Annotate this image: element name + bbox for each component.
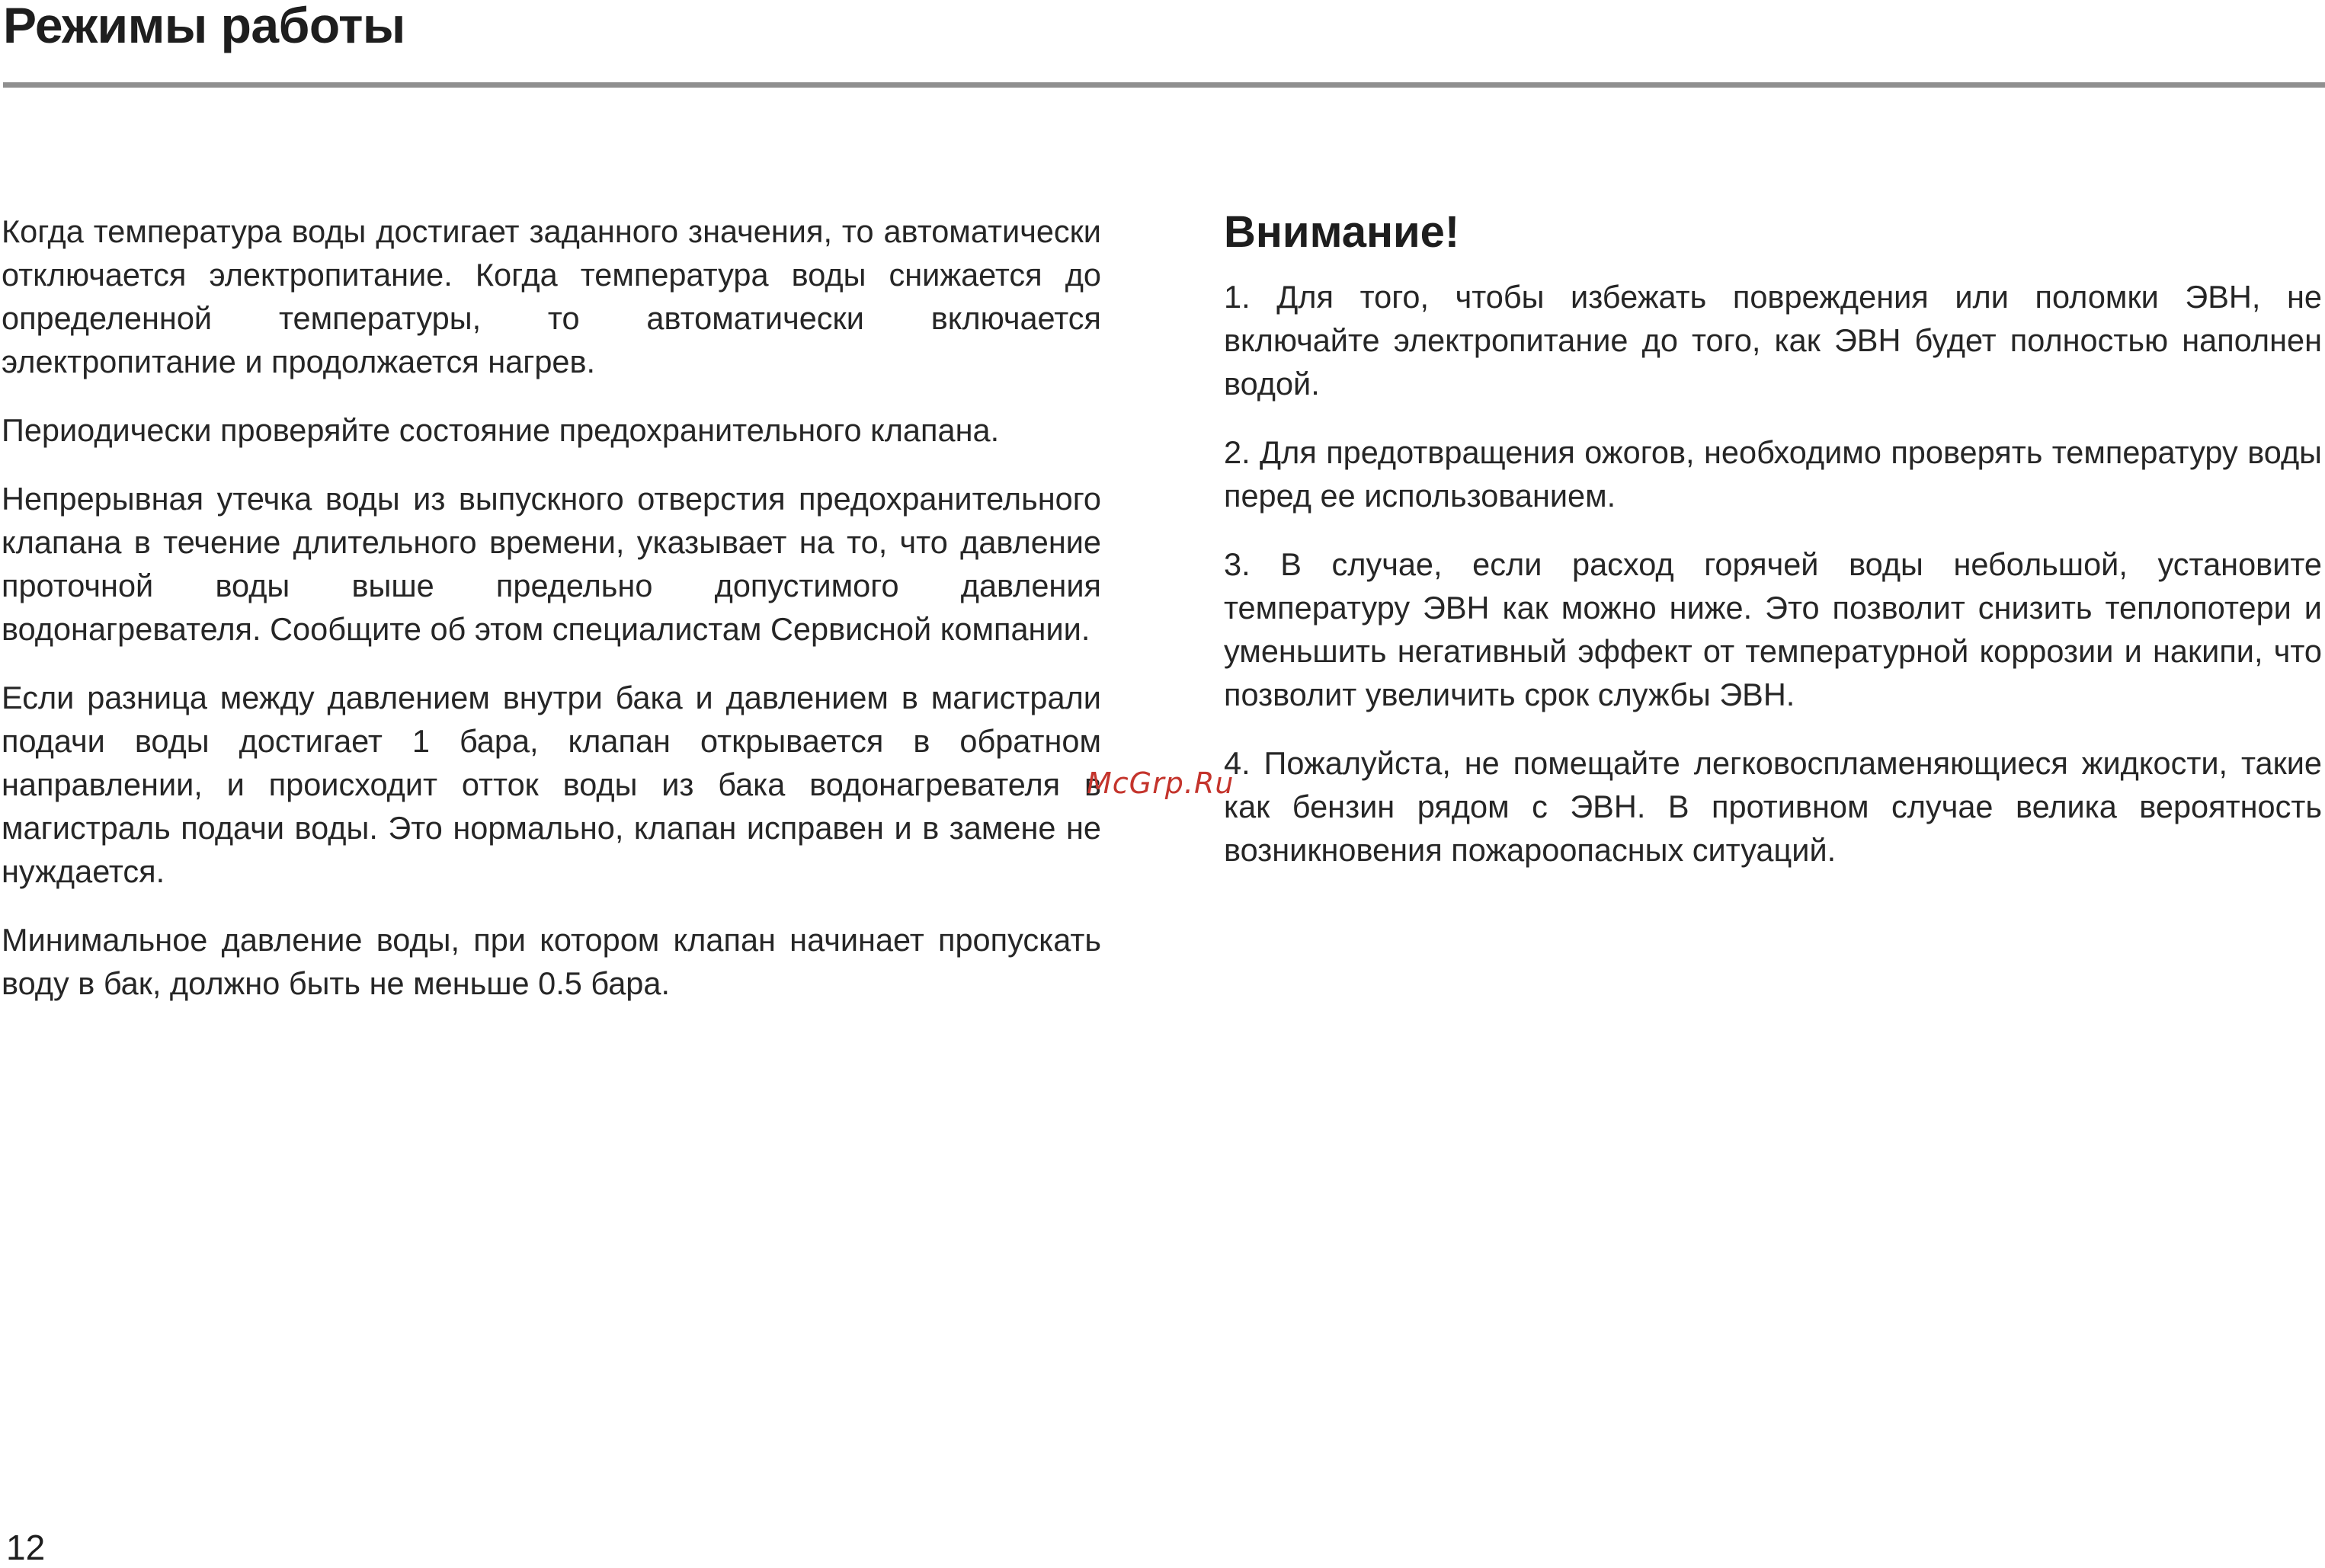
page-title: Режимы работы: [3, 0, 405, 53]
warning-heading: Внимание!: [1224, 207, 1460, 257]
warning-item: 1. Для того, чтобы избежать повреждения или поломки ЭВН, не включайте электропитание до того, как ЭВН будет полностью наполнен водой.: [1224, 279, 2322, 402]
paragraph-leak-warning: Непрерывная утечка воды из выпускного отверстия предохранительного клапана в течение длительного времени, указывает на то, что давление проточной воды выше предельно допустимого давления водонагревателя. Сообщите об этом специалистам Сервисной компании.: [2, 481, 1101, 647]
left-column: [2, 210, 1101, 1030]
page-number: 12: [6, 1528, 46, 1567]
warning-item: 2. Для предотвращения ожогов, необходимо проверять температуру воды перед ее использованием.: [1224, 434, 2322, 514]
paragraph-auto-power: Когда температура воды достигает заданного значения, то автоматически отключается электропитание. Когда температура воды снижается до определенной температуры, то автоматически включается электропитание и продолжается нагрев.: [2, 213, 1101, 379]
paragraph-min-pressure: Минимальное давление воды, при котором клапан начинает пропускать воду в бак, должно быть не меньше 0.5 бара.: [2, 922, 1101, 1001]
right-column: [1224, 206, 2322, 897]
paragraph-pressure-difference: Если разница между давлением внутри бака и давлением в магистрали подачи воды достигает 1 бара, клапан открывается в обратном направлении, и происходит отток воды из бака водонагревателя в магистраль подачи воды. Это нормально, клапан исправен и в замене не нуждается.: [2, 680, 1101, 889]
watermark-text: McGrp.Ru: [1087, 766, 1235, 800]
warning-item: 4. Пожалуйста, не помещайте легковоспламеняющиеся жидкости, такие как бензин рядом с ЭВН. В противном случае велика вероятность возникновения пожароопасных ситуаций.: [1224, 745, 2322, 868]
title-divider: [3, 82, 2325, 88]
paragraph-check-valve: Периодически проверяйте состояние предохранительного клапана.: [2, 412, 1000, 448]
warning-item: 3. В случае, если расход горячей воды небольшой, установите температуру ЭВН как можно ниже. Это позволит снизить теплопотери и уменьшить негативный эффект от температурной коррозии и накипи, что позволит увеличить срок службы ЭВН.: [1224, 546, 2322, 712]
